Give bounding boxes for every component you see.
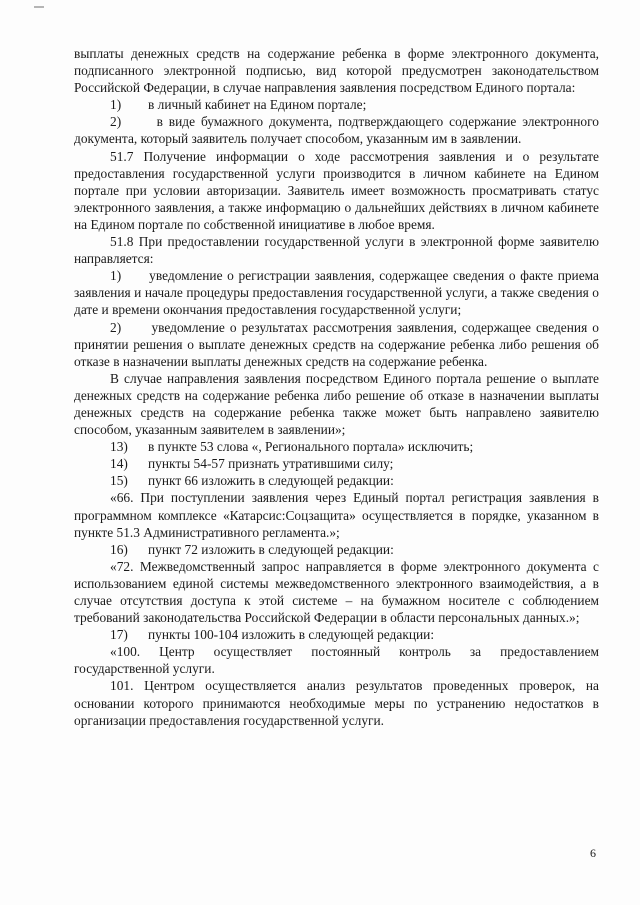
list-item-16 [74,541,599,558]
item-number: 2) [110,114,122,130]
item-text: в виде бумажного документа, подтверждающего содержание электронного документа, который заявитель получает способом, указанным им в заявлении. [74,114,599,147]
list-item-1 [74,96,599,113]
paragraph-51-8: 51.8 При предоставлении государственной услуги в электронной форме заявителю направляется: [74,234,599,267]
item-number: 15) [110,473,128,489]
item-number: 14) [110,456,128,472]
paragraph-portal-decision: В случае направления заявления посредством Единого портала решение о выплате денежных средств на содержание ребенка либо решение об отказе в назначении выплаты денежных средств на содержание ребенка также может быть направлено заявителю способом, указанным заявителем в заявлении»; [74,370,599,438]
paragraph-100: «100. Центр осуществляет постоянный контроль за предоставлением государственной услуги. [74,644,599,677]
list-item-17 [74,626,599,643]
item-text: в личный кабинет на Едином портале; [148,97,367,113]
list-item-14 [74,455,599,472]
scan-mark [34,6,44,8]
item-text: уведомление о результатах рассмотрения заявления, содержащее сведения о принятии решения о выплате денежных средств на содержание ребенка либо решения об отказе в назначении выплаты денежных средств на содержание ребенка. [74,319,599,369]
item-text: уведомление о регистрации заявления, содержащее сведения о факте приема заявления и начале процедуры предоставления государственной услуги, а также сведения о дате и времени окончания предоставления государственной услуги; [74,268,599,318]
paragraph-51-7: 51.7 Получение информации о ходе рассмотрения заявления и о результате предоставления государственной услуги производится в личном кабинете на Едином портале при условии авторизации. Заявитель имеет возможность просматривать статус электронного заявления, а также информацию о дальнейших действиях в личном кабинете на Едином портале по собственной инициативе в любое время. [74,148,599,232]
item-number: 13) [110,439,128,455]
item-text: пункт 72 изложить в следующей редакции: [148,541,394,557]
list-item-2 [74,113,599,147]
item-text: в пункте 53 слова «, Регионального портала» исключить; [148,439,474,455]
item-number: 17) [110,627,128,643]
list-item-13 [74,438,599,455]
item-number: 16) [110,541,128,557]
item-text: пункты 54-57 признать утратившими силу; [148,456,394,472]
list-item-2-notification [74,319,599,370]
page-number: 6 [590,846,596,860]
document-body [74,45,599,729]
item-text: пункт 66 изложить в следующей редакции: [148,473,394,489]
paragraph-72: «72. Межведомственный запрос направляется в форме электронного документа с использованием единой системы межведомственного электронного взаимодействия, а в случае отсутствия доступа к этой системе – на бумажном носителе с соблюдением требований законодательства Российской Федерации в области персональных данных.»; [74,558,599,626]
item-number: 1) [110,268,122,284]
item-text: пункты 100-104 изложить в следующей редакции: [148,627,435,643]
list-item-1-notification [74,267,599,318]
list-item-15 [74,472,599,489]
paragraph-101: 101. Центром осуществляется анализ результатов проведенных проверок, на основании которого принимаются необходимые меры по устранению недостатков в организации предоставления государственной услуги. [74,678,599,728]
paragraph-continuation: выплаты денежных средств на содержание ребенка в форме электронного документа, подписанного электронной подписью, вид которой предусмотрен законодательством Российской Федерации, в случае направления заявления посредством Единого портала: [74,46,599,96]
item-number: 1) [110,97,122,113]
paragraph-66: «66. При поступлении заявления через Единый портал регистрация заявления в программном комплексе «Катарсис:Соцзащита» осуществляется в порядке, указанном в пункте 51.3 Административного регламента.»; [74,490,599,540]
item-number: 2) [110,319,122,335]
